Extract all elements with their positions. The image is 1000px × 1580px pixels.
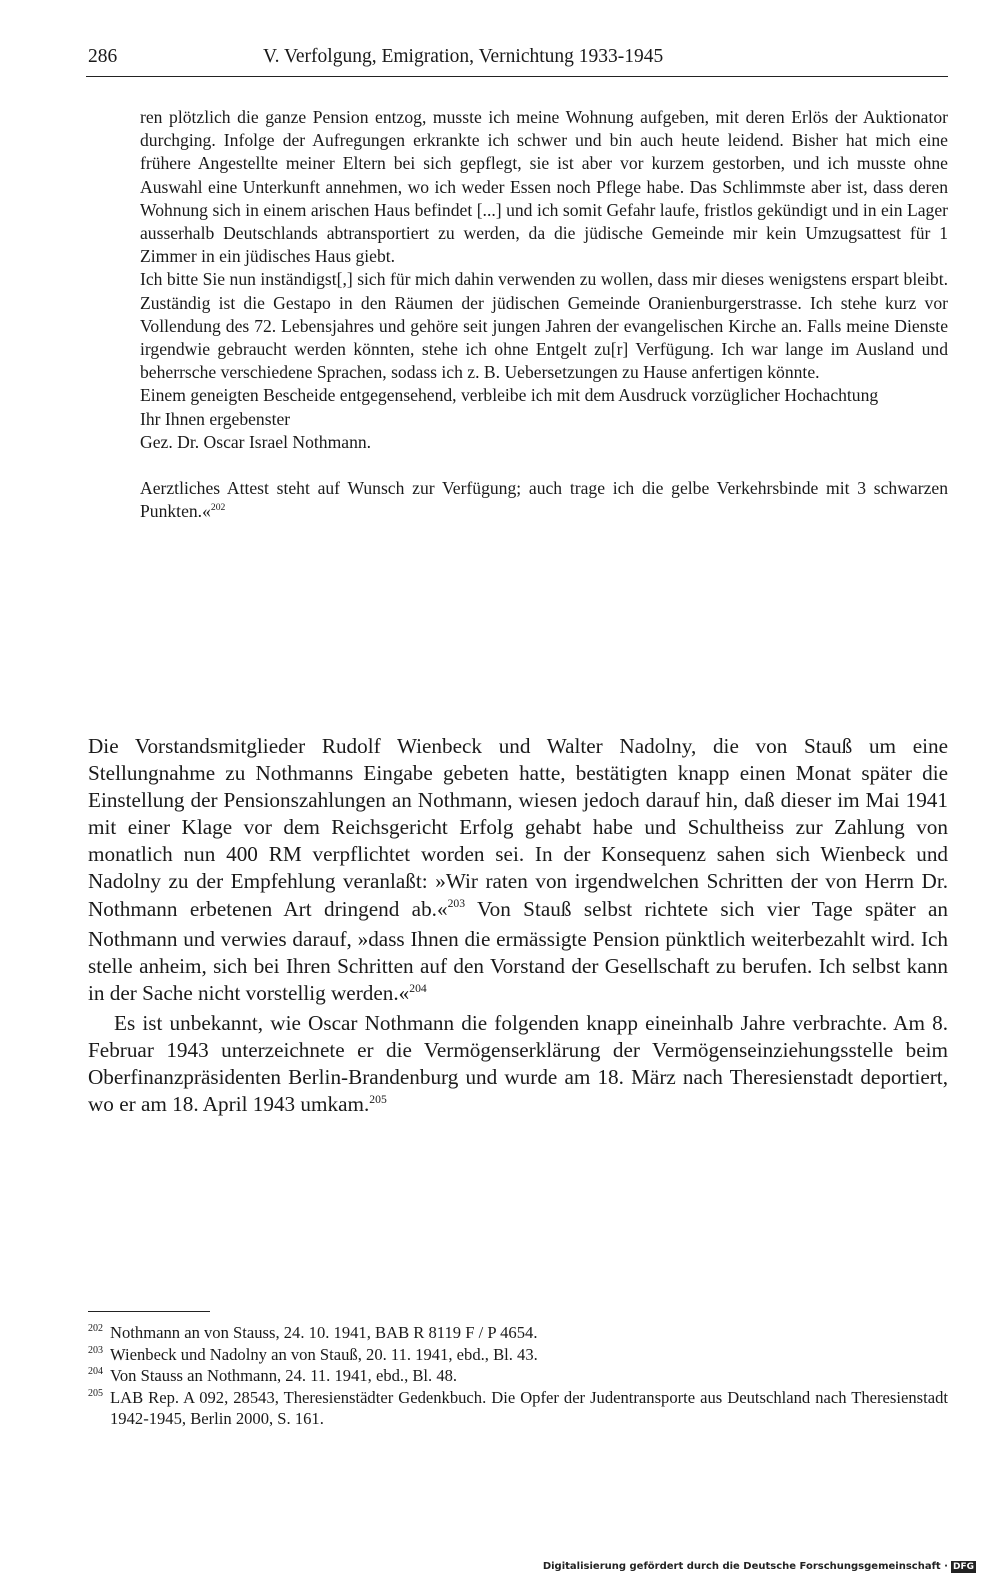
footnote xyxy=(88,1365,948,1387)
body-paragraph xyxy=(88,1010,948,1121)
body-paragraph xyxy=(88,733,948,1010)
footnote-ref[interactable]: 203 xyxy=(447,897,466,911)
footnote-rule xyxy=(88,1311,210,1312)
footnote-text: Wienbeck und Nadolny an von Stauß, 20. 11. 1941, ebd., Bl. 43. xyxy=(110,1344,538,1364)
body-text-segment: Es ist unbekannt, wie Oscar Nothmann die folgenden knapp eineinhalb Jahre verbrachte. Am 8. Februar 1943 unterzeichnete er die Vermögenserklärung der Vermögenseinziehungsstelle beim Oberfinanzpräsidenten Berlin-Brandenburg und wurde am 18. März nach Theresienstadt deportiert, wo er am 18. April 1943 umkam. xyxy=(88,1010,948,1117)
footnote-number: 203 xyxy=(88,1344,103,1356)
footnote-ref[interactable]: 205 xyxy=(369,1093,387,1107)
quote-paragraph: Einem geneigten Bescheide entgegensehend, verbleibe ich mit dem Ausdruck vorzüglicher Hochachtung xyxy=(140,385,879,406)
page-number: 286 xyxy=(88,46,118,67)
footnote xyxy=(88,1322,948,1344)
quote-signature: Gez. Dr. Oscar Israel Nothmann. xyxy=(140,431,372,452)
paragraph-gap xyxy=(140,454,948,477)
quote-postscript xyxy=(140,477,948,526)
footnote-ref[interactable]: 204 xyxy=(409,981,427,995)
quote-closing: Ihr Ihnen ergebenster xyxy=(140,408,291,429)
credit-text: Digitalisierung gefördert durch die Deutsche Forschungsgemeinschaft · xyxy=(542,1561,948,1572)
footnote-number: 202 xyxy=(88,1323,103,1334)
footnote xyxy=(88,1387,948,1430)
digitization-credit xyxy=(543,1560,976,1574)
body-text-segment: Die Vorstandsmitglieder Rudolf Wienbeck und Walter Nadolny, die von Stauß um eine Stellungnahme zu Nothmanns Eingabe gebeten hatte, bestätigten knapp einen Monat später die Einstellung der Pensionszahlungen an Nothmann, wiesen jedoch darauf hin, daß dieser im Mai 1941 mit einer Klage vor dem Reichsgericht Erfolg gehabt habe und Schultheiss zur Zahlung von monatlich nun 400 RM verpflichtet worden sei. In der Konsequenz sahen sich Wienbeck und Nadolny zu der Empfehlung veranlaßt: »Wir raten von irgendwelchen Schritten der von Herrn Dr. Nothmann erbetenen Art dringend ab.« xyxy=(88,734,948,921)
footnote-number: 205 xyxy=(88,1387,103,1399)
footnotes xyxy=(88,1322,948,1430)
quote-paragraph: Ich bitte Sie nun inständigst[,] sich für mich dahin verwenden zu wollen, dass mir dieses wenigstens erspart bleibt. Zuständig ist die Gestapo in den Räumen der jüdischen Gemeinde Oranienburgerstrasse. Ich stehe kurz vor Vollendung des 72. Lebensjahres und gehöre seit jungen Jahren der evangelischen Kirche an. Falls meine Dienste irgendwie gebraucht werden könnten, stehe ich ohne Entgelt zu[r] Verfügung. Ich war lange im Ausland und beherrsche verschiedene Sprachen, sodass ich z. B. Uebersetzungen zu Hause anfertigen könnte. xyxy=(140,269,948,383)
footnote-text: LAB Rep. A 092, 28543, Theresienstädter Gedenkbuch. Die Opfer der Judentransporte aus Deutschland nach Theresienstadt 1942-1945, Berlin 2000, S. 161. xyxy=(110,1387,948,1429)
running-title: V. Verfolgung, Emigration, Vernichtung 1933-1945 xyxy=(263,46,664,67)
body-text xyxy=(88,733,948,1121)
footnote-ref[interactable]: 202 xyxy=(210,502,226,514)
quote-paragraph: ren plötzlich die ganze Pension entzog, musste ich meine Wohnung aufgeben, mit deren Erlös der Auktionator durchging. Infolge der Aufregungen erkrankte ich schwer und bin auch heute leidend. Bisher hat mich eine frühere Angestellte meiner Eltern bei sich gepflegt, sie ist aber vor kurzem gestorben, und ich musste ohne Auswahl eine Unterkunft annehmen, wo ich weder Essen noch Pflege habe. Das Schlimmste aber ist, dass deren Wohnung sich in einem arischen Haus befindet [...] und ich somit Gefahr laufe, fristlos gekündigt und in ein Lager ausserhalb Deutschlands abtransportiert zu werden, da die jüdische Gemeinde mir kein Umzugsattest für 1 Zimmer in ein jüdisches Haus giebt. xyxy=(140,107,948,267)
footnote-number: 204 xyxy=(88,1366,103,1378)
footnote-text: Nothmann an von Stauss, 24. 10. 1941, BAB R 8119 F / P 4654. xyxy=(110,1323,538,1342)
footnote-text: Von Stauss an Nothmann, 24. 11. 1941, ebd., Bl. 48. xyxy=(110,1366,458,1386)
header-rule xyxy=(86,76,948,77)
dfg-logo-icon: DFG xyxy=(952,1562,974,1572)
footnote xyxy=(88,1344,948,1366)
body-text-segment: Von Stauß selbst richtete sich vier Tage später an Nothmann und verwies darauf, »dass Ihnen die ermässigte Pension pünktlich weiterbezahlt wird. Ich stelle anheim, sich bei Ihren Schritten auf den Vorstand der Gesellschaft zu berufen. Ich selbst kann in der Sache nicht vorstellig werden.« xyxy=(88,896,948,1005)
block-quote xyxy=(140,106,948,526)
postscript-text: Aerztliches Attest steht auf Wunsch zur Verfügung; auch trage ich die gelbe Verkehrsbinde mit 3 schwarzen Punkten.« xyxy=(140,478,948,522)
